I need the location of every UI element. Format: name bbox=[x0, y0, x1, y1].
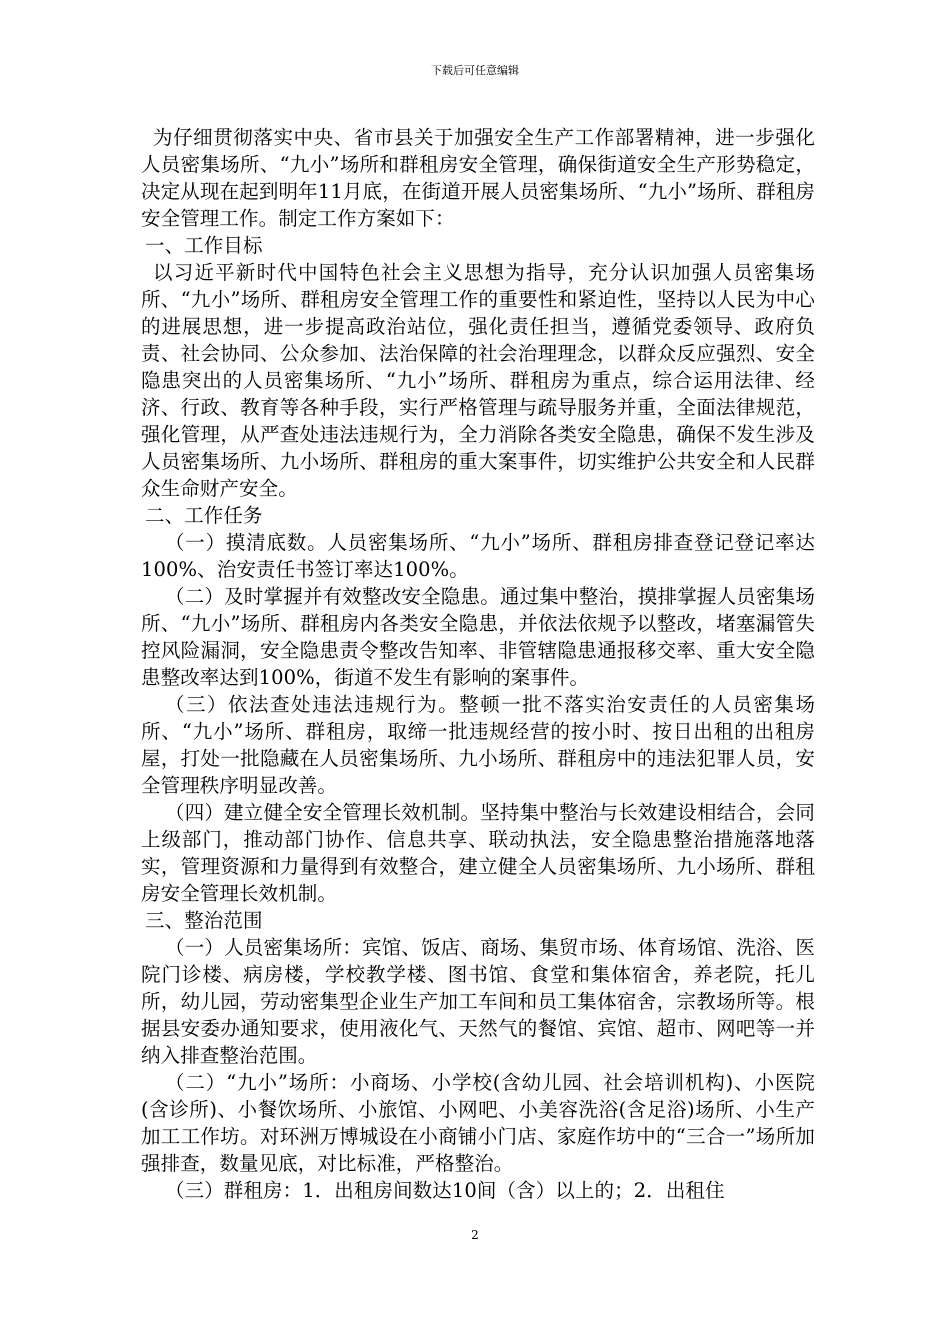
scope-paragraph-2: （二）“九小”场所：小商场、小学校(含幼儿园、社会培训机构)、小医院(含诊所)、小餐饮场所、小旅馆、小网吧、小美容洗浴(含足浴)场所、小生产加工工作坊。对环洲万博城设在小商铺小门店、家庭作坊中的“三合一”场所加强排查，数量见底，对比标准，严格整治。 bbox=[141, 1071, 815, 1175]
page-header-note: 下载后可任意编辑 bbox=[431, 64, 519, 77]
document-body bbox=[141, 124, 815, 1204]
intro-paragraph: 为仔细贯彻落实中央、省市县关于加强安全生产工作部署精神，进一步强化人员密集场所、“九小”场所和群租房安全管理，确保街道安全生产形势稳定，决定从现在起到明年11月底，在街道开展人员密集场所、“九小”场所、群租房安全管理工作。制定工作方案如下： bbox=[141, 126, 815, 230]
task-paragraph-3: （三）依法查处违法违规行为。整顿一批不落实治安责任的人员密集场所、“九小”场所、群租房，取缔一批违规经营的按小时、按日出租的出租房屋，打处一批隐藏在人员密集场所、九小场所、群租房中的违法犯罪人员，安全管理秩序明显改善。 bbox=[141, 693, 815, 797]
scope-paragraph-3: （三）群租房：1．出租房间数达10间（含）以上的；2．出租住 bbox=[165, 1179, 725, 1202]
scope-paragraph-1: （一）人员密集场所：宾馆、饭店、商场、集贸市场、体育场馆、洗浴、医院门诊楼、病房楼，学校教学楼、图书馆、食堂和集体宿舍，养老院，托儿所，幼儿园，劳动密集型企业生产加工车间和员工集体宿舍，宗教场所等。根据县安委办通知要求，使用液化气、天然气的餐馆、宾馆、超市、网吧等一并纳入排查整治范围。 bbox=[141, 936, 815, 1067]
section-heading-tasks: 二、工作任务 bbox=[145, 504, 263, 527]
task-paragraph-1: （一）摸清底数。人员密集场所、“九小”场所、群租房排查登记登记率达100%、治安责任书签订率达100%。 bbox=[141, 531, 815, 581]
section-heading-scope: 三、整治范围 bbox=[145, 909, 263, 932]
task-paragraph-2: （二）及时掌握并有效整改安全隐患。通过集中整治，摸排掌握人员密集场所、“九小”场所、群租房内各类安全隐患，并依法依规予以整改，堵塞漏管失控风险漏洞，安全隐患责令整改告知率、非管辖隐患通报移交率、重大安全隐患整改率达到100%，街道不发生有影响的案事件。 bbox=[141, 585, 815, 689]
section-heading-goals: 一、工作目标 bbox=[145, 234, 263, 257]
page-number: 2 bbox=[471, 1228, 479, 1242]
goals-paragraph: 以习近平新时代中国特色社会主义思想为指导，充分认识加强人员密集场所、“九小”场所、群租房安全管理工作的重要性和紧迫性，坚持以人民为中心的进展思想，进一步提高政治站位，强化责任担当，遵循党委领导、政府负责、社会协同、公众参加、法治保障的社会治理理念，以群众反应强烈、安全隐患突出的人员密集场所、“九小”场所、群租房为重点，综合运用法律、经济、行政、教育等各种手段，实行严格管理与疏导服务并重，全面法律规范，强化管理，从严查处违法违规行为，全力消除各类安全隐患，确保不发生涉及人员密集场所、九小场所、群租房的重大案事件，切实维护公共安全和人民群众生命财产安全。 bbox=[141, 261, 815, 500]
task-paragraph-4: （四）建立健全安全管理长效机制。坚持集中整治与长效建设相结合，会同上级部门，推动部门协作、信息共享、联动执法，安全隐患整治措施落地落实，管理资源和力量得到有效整合，建立健全人员密集场所、九小场所、群租房安全管理长效机制。 bbox=[141, 801, 815, 905]
